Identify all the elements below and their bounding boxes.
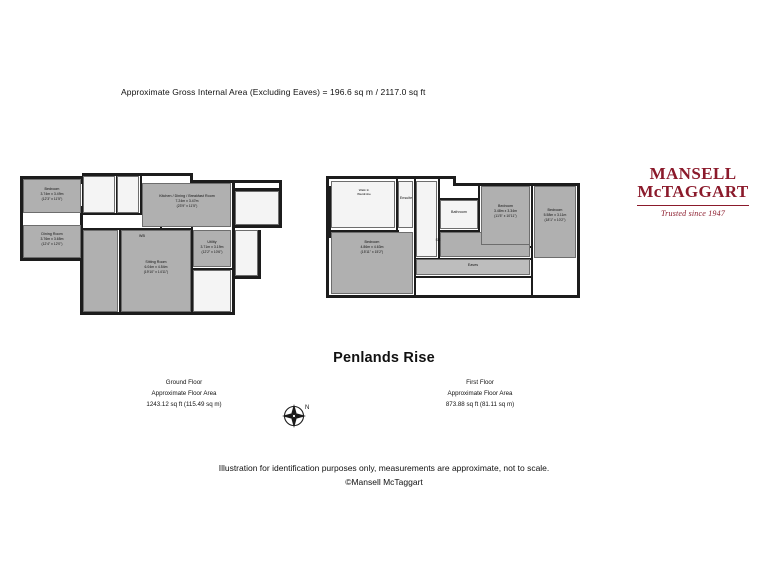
label-bedroom-ground: Bedroom 3.74m x 3.49m (12'3" x 11'5") <box>40 187 64 202</box>
label-wb: WB <box>139 234 145 238</box>
room-hall-wc <box>117 176 139 213</box>
footer-line-1: Illustration for identification purposes only, measurements are approximate, not to scale. <box>218 463 550 473</box>
ground-floor-area-label: Approximate Floor Area <box>151 389 217 397</box>
label-bedroom-ne: Bedroom 3.48m x 3.34m (11'5" x 10'11") <box>493 204 518 219</box>
first-floor-area-value: 873.88 sq ft (81.11 sq m) <box>445 400 515 408</box>
footer-disclaimer <box>0 461 768 489</box>
ground-floor-caption <box>64 378 304 411</box>
wall <box>232 225 282 228</box>
room-ensuite <box>398 181 413 228</box>
page-title: Penlands Rise <box>333 350 435 366</box>
wall <box>577 183 580 298</box>
label-dining-room: Dining Room 3.76m x 3.65m (12'4" x 12'0") <box>40 232 64 247</box>
brand-line-1: MANSELL <box>649 164 737 183</box>
label-sk: SK <box>435 238 441 242</box>
brand-logo <box>630 165 756 218</box>
first-floor-area-label: Approximate Floor Area <box>447 389 513 397</box>
brand-line-2: McTAGGART <box>637 181 749 201</box>
wall <box>20 258 82 261</box>
wall <box>80 312 235 315</box>
room-store-east <box>235 191 279 225</box>
label-bathroom: Bathroom <box>451 210 467 214</box>
brand-tagline: Trusted since 1947 <box>660 208 726 218</box>
footer-line-2: ©Mansell McTaggart <box>345 477 423 488</box>
wall <box>531 258 533 296</box>
wall <box>414 276 532 278</box>
label-kitchen-dining-breakfast: Kitchen / Dining / Breakfast Room 7.24m x 3.47m (23'9" x 11'5") <box>159 194 215 209</box>
ground-floor-plan <box>20 168 295 333</box>
wall <box>326 238 329 298</box>
ground-floor-area-value: 1243.12 sq ft (115.49 sq m) <box>146 400 222 408</box>
compass-rose <box>279 401 309 431</box>
wall <box>258 230 261 278</box>
brand-divider <box>637 205 749 206</box>
label-walk-in-wardrobe: Walk In Wardrobe <box>357 188 371 197</box>
wall <box>232 276 261 279</box>
room-hall <box>83 230 118 312</box>
compass-north-label: N <box>305 405 310 411</box>
label-bedroom-main: Bedroom 4.86m x 4.63m (15'11" x 15'2") <box>360 240 384 255</box>
first-floor-plan <box>318 168 593 308</box>
first-floor-name: First Floor <box>466 379 494 386</box>
first-floor-caption <box>360 378 600 411</box>
ground-floor-name: Ground Floor <box>165 379 203 386</box>
label-ensuite: Ensuite <box>399 196 413 200</box>
room-porch <box>193 270 231 312</box>
label-eaves: Eaves <box>467 263 479 267</box>
wall <box>279 180 282 228</box>
label-sitting-room: Sitting Room 6.04m x 4.54m (19'10" x 14'11") <box>143 260 169 275</box>
room-stairs-landing <box>416 181 437 257</box>
label-utility: Utility 3.71m x 3.19m (12'2" x 10'6") <box>200 240 224 255</box>
label-bedroom-east: Bedroom 5.58m x 3.11m (18'1" x 10'2") <box>543 208 567 223</box>
room-ensuite-ground <box>83 176 115 213</box>
room-garage-bay <box>235 230 258 276</box>
wall <box>326 176 456 179</box>
gross-internal-area-text: Approximate Gross Internal Area (Excluding Eaves) = 196.6 sq m / 2117.0 sq ft <box>121 87 426 97</box>
wall <box>326 295 578 298</box>
